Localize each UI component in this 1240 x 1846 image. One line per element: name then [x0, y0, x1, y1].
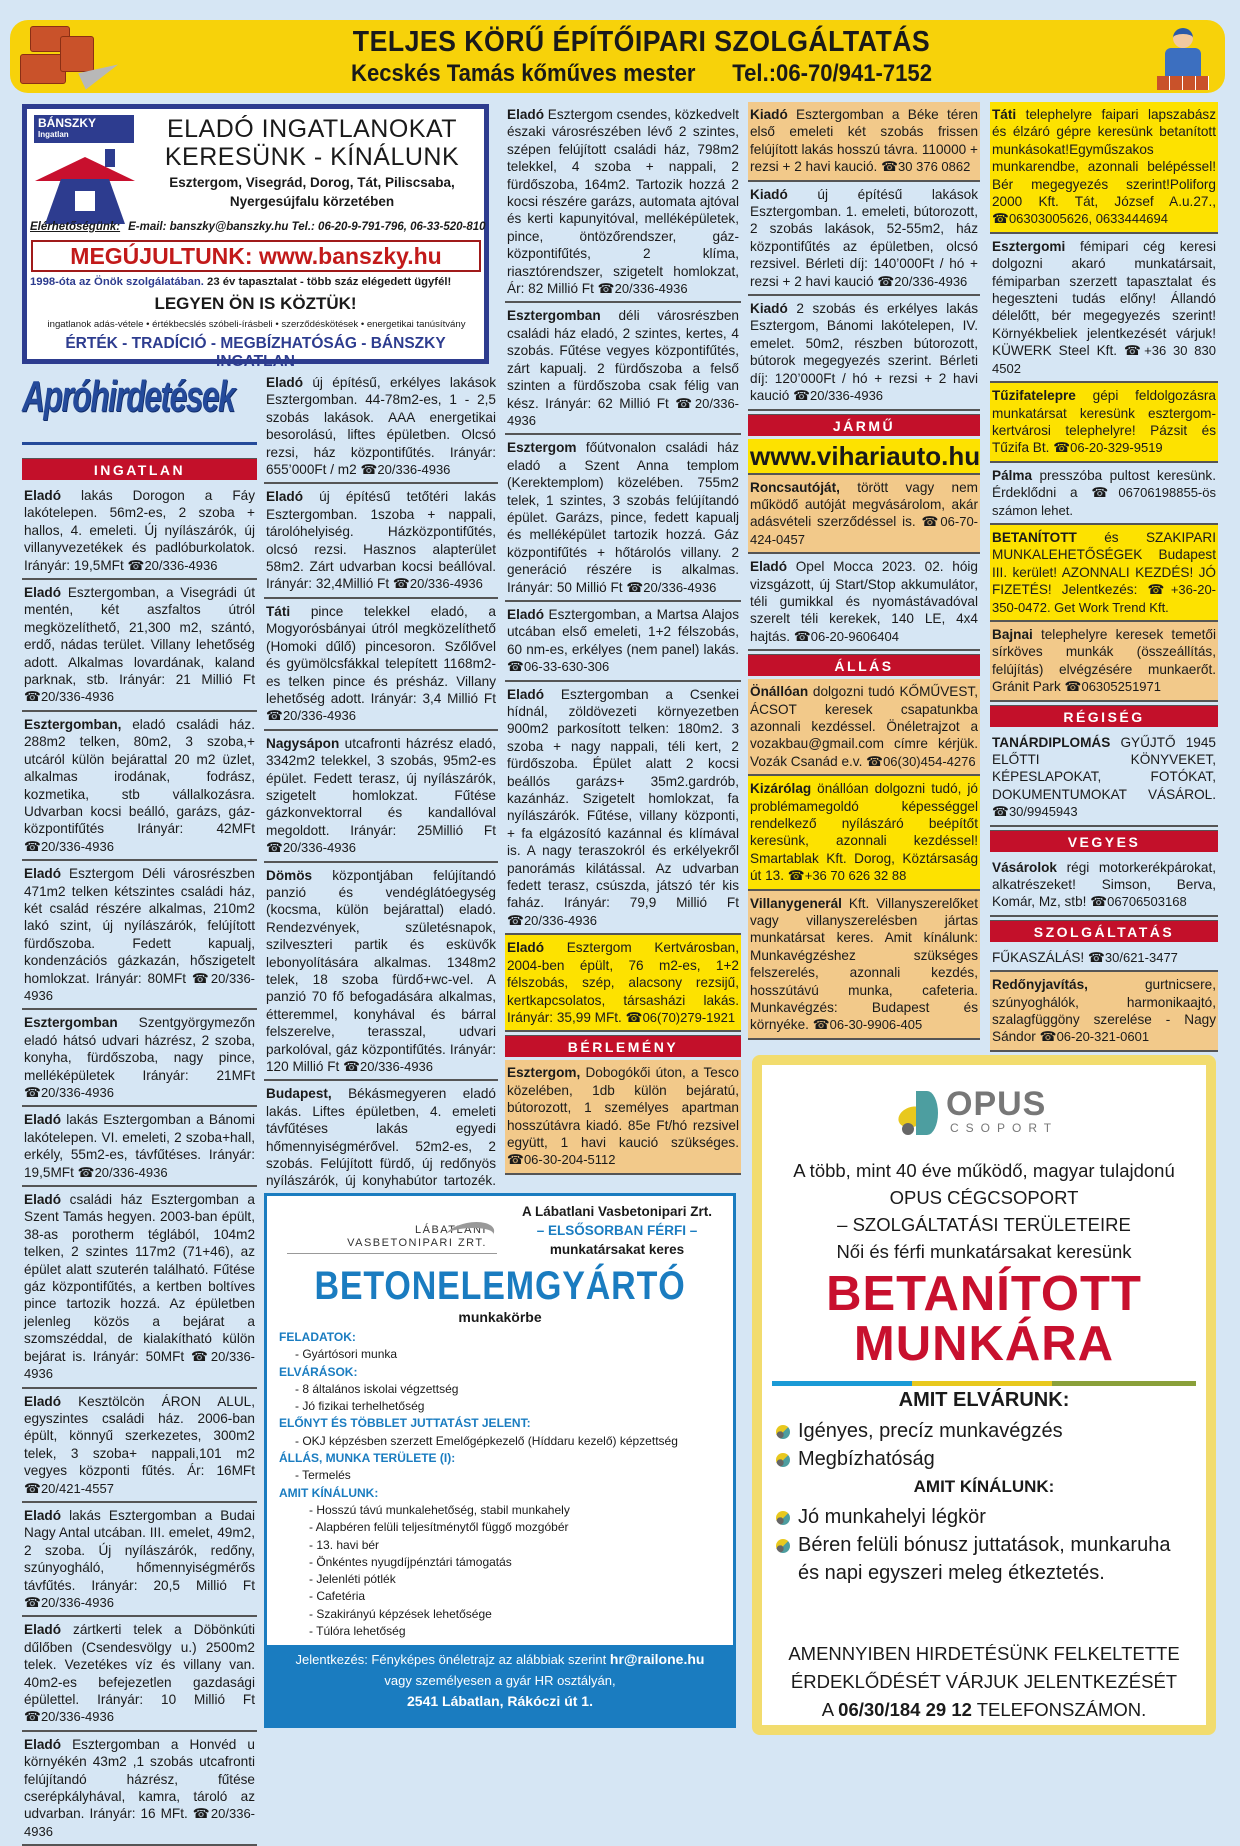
banszky-logo: BÁNSZKY Ingatlan [34, 115, 134, 143]
ad-phone: 30 376 0862 [898, 159, 971, 175]
classified-ad [990, 234, 1218, 383]
ad-phone: 06305251971 [1081, 679, 1161, 695]
phone-icon: ☎ [507, 659, 524, 675]
ad-text: főútvonalon családi ház eladó a Szent Anna templom (Kerektemplom) közelében. 755m2 telek, 1 szintes, 3 szobás felújítandó épület. Garázs, pince, fedett kapualj és melléképület tartozik hozzá. Gáz központifűtés + hőtárolós villany. 2 generáció részére is alkalmas. Irányár: 50 Millió Ft [507, 440, 739, 595]
phone-icon: ☎ [881, 159, 899, 175]
opus-expect-heading: AMIT ELVÁRUNK: [898, 1389, 1070, 1411]
ad-text: Esztergomban a Honvéd u környékén 43m2 ,1 szobás utcafronti felújítandó házrész, fűtése cserépkályhával, kamra, tároló az udvarban. Irányár: 16 MFt. [24, 1736, 255, 1822]
ad-text: 2 szobás és erkélyes lakás Esztergom, Bánomi lakótelepen, IV. emelet. 50m2, részben bútorozott, bútorok megegyezés szerint. Bérleti díj: 120’000Ft / hó + rezsi + 2 havi kaució [750, 301, 978, 404]
classified-ad [264, 863, 498, 1082]
ad-text: Esztergom csendes, közkedvelt északi városrészében lévő 2 szintes, szépen felújított családi ház, 798m2 telekkel, 4 szoba + nappali, 2 fürdőszoba, 164m2. Tartozik hozzá 2 kocsi részére garázs, automata ajtóval és kerti kapunyitóval, melléképületek, pince, öntözőrendszer, gáz-központifűtés, 2 klíma, riasztórendszer, szigetelt homlokzat, Ár: 82 Millió Ft [507, 107, 739, 297]
ad-text: eladó családi ház. 288m2 telken, 80m2, 3 szoba,+ utcáról külön bejárattal 20 m2 üzlet, alkalmas irodának, fodrász, kozmetika, stb vállalkozásra. Udvarban kocsi beálló, garázs, gáz-központifűtés Irányár: 42MFt [24, 716, 255, 837]
phone-icon: ☎ [812, 1017, 830, 1033]
opus-expect-list: Igényes, precíz munkavégzés Megbízhatóság [776, 1417, 1206, 1473]
ad-lead: Budapest, [266, 1086, 332, 1102]
classified-ad [505, 435, 741, 602]
ad-lead: Esztergomban, [24, 716, 122, 732]
phone-icon: ☎ [1124, 343, 1145, 359]
phone-icon: ☎ [877, 273, 895, 289]
classified-ad [264, 370, 498, 484]
ad-text: és SZAKIPARI MUNKALEHETŐSÉGEK Budapest III. kerület! AZONNALI KEZDÉS! JÓ FIZETÉS! Jelentkezés: [992, 529, 1216, 598]
ad-text: Esztergomban a Csenkei hídnál, zöldövezeti környezetben 900m2 parkosított telken: 180m2. 3 szoba + nagy nappali, téli kert, 2 fürdőszoba. Épület alatt 2 kocsi beállós garázs+ 35m2.gardrób, kazánház. Szigetelt homlokzat, fa nyílászárók. Fűtése, villany központi, + fa elgázosító kazánnal és klímával is. A nagy teraszokról és erkélyekről panorámás kilátással. Az udvarban fedett terasz, csúszda, játszó tér kis faház. Irányár: 79,9 Millió Ft [507, 686, 739, 911]
ad-lead: Kiadó [750, 107, 788, 122]
ad-phone: 20/336-4936 [360, 1059, 434, 1075]
column-5 [990, 102, 1218, 1052]
ad-lead: BETANÍTOTT [992, 529, 1077, 545]
column-3 [505, 102, 741, 1175]
banszky-contact: Elérhetőségünk: E-mail: banszky@banszky.hu Tel.: 06-20-9-791-796, 06-33-520-810 [30, 221, 486, 233]
ad-text: új építésű, erkélyes lakások Esztergomban. 44-78m2-es, 1 - 2,5 szobás lakások. AAA energetikai besorolású, liftes épületben. Olcsó rezsi, ház központifűtés. Irányár: 655’000Ft / m2 [266, 375, 496, 478]
ad-phone: 20/336-4936 [40, 838, 114, 854]
ad-lead: Esztergomban [507, 308, 601, 324]
ad-phone: +36 30 830 4502 [992, 343, 1216, 376]
phone-icon: ☎ [992, 804, 1009, 820]
labatlani-list-item: - Hosszú távú munkalehetőség, stabil munkahely [309, 1502, 570, 1517]
ad-phone: 20/336-4936 [409, 576, 483, 592]
ad-phone: 20/336-4936 [377, 462, 451, 478]
labatlani-block-heading: ELVÁRÁSOK: [279, 1364, 358, 1379]
section-regiseg: RÉGISÉG [990, 705, 1218, 727]
ad-text: Esztergom Kertvárosban, 2004-ben épült, 76 m2-es, 1+2 félszobás, szép, alacsony rezsijű, kertkapcsolatos, társasházi lakás. Irányár: 35,99 MFt. [507, 940, 739, 1025]
phone-icon: ☎ [266, 840, 283, 856]
ad-lead: Redőnyjavítás, [992, 977, 1088, 993]
phone-icon: ☎ [192, 1806, 211, 1822]
ad-text: FŰKASZÁLÁS! [992, 949, 1088, 965]
classified-ad [22, 1732, 257, 1846]
ad-text: lakás Esztergomban a Bánomi lakótelepen. VI. emeleti, 2 szoba+hall, erkély, 55m2-es, távfűtéses. Irányár: 19,5MFt [24, 1112, 255, 1180]
ad-lead: Tűzifatelepre [992, 388, 1076, 404]
banner-phone: Tel.:06-70/941-7152 [732, 59, 932, 87]
classified-ad [990, 463, 1218, 525]
classified-ad [22, 580, 257, 712]
phone-icon: ☎ [191, 970, 211, 986]
ad-phone: 06-20-9606404 [810, 628, 899, 644]
labatlani-position-sub: munkakörbe [458, 1309, 542, 1325]
classified-ad [748, 776, 980, 890]
ad-lead: Eladó [266, 375, 304, 390]
ad-lead: Eladó [507, 606, 545, 622]
ad-phone: 06-33-630-306 [523, 659, 610, 675]
ad-phone: 06-30-204-5112 [523, 1152, 616, 1168]
opus-bullet-icon [776, 1453, 790, 1467]
mason-worker-icon [1153, 22, 1213, 92]
classified-ad [990, 945, 1218, 972]
ad-lead: Eladó [24, 1507, 62, 1523]
classified-ad [748, 679, 980, 776]
ad-text: Opel Mocca 2023. 02. hóig vizsgázott, új Start/Stop akkumulátor, téli gumikkal és nyomástávadóval szerelt téli kerekek, 140 LE, 4x4 hajtás. [750, 559, 978, 644]
classified-ad [22, 1187, 257, 1388]
ad-phone: 20/336-4936 [40, 1594, 114, 1610]
ad-text: lakás Esztergomban a Budai Nagy Antal utcában. III. emelet, 49m2, 2 szoba. Új nyílászárók, redőny, szúnyogháló, hőmennyiségmérős távfűtés. Irányár: 20,5 Millió Ft [24, 1507, 255, 1593]
ad-phone: 06303005626, 0633444694 [1008, 211, 1168, 227]
phone-icon: ☎ [24, 1085, 41, 1100]
banner-headline: TELJES KÖRŰ ÉPÍTŐIPARI SZOLGÁLTATÁS [352, 25, 931, 58]
labatlani-job-ad [264, 1193, 736, 1728]
ad-phone: 20/336-4936 [24, 1806, 255, 1839]
banszky-title: ELADÓ INGATLANOKAT KERESÜNK - KÍNÁLUNK [164, 115, 460, 171]
ad-text: törött vagy nem működő autóját megvásárolom, akár adásvételi szerződéssel is. [750, 479, 978, 530]
ad-phone: 06-20-321-0601 [1056, 1029, 1150, 1045]
ad-phone: +36-20-350-0472. Get Work Trend Kft. [992, 582, 1217, 615]
ad-lead: Eladó [750, 559, 788, 575]
ad-text: utcafronti házrész eladó, 3342m2 telekkel, 3 szobás, 95m2-es épület. Fedett terasz, új nyílászárók, szigetelt homlokzat. Fűtése gázkonvektorral és kandallóval megoldott. Irányár: 25Millió Ft [266, 735, 496, 838]
ad-phone: 06(30)454-4276 [883, 753, 976, 769]
banszky-website-link[interactable]: MEGÚJULTUNK: www.banszky.hu [31, 240, 481, 272]
ad-lead: Eladó [507, 940, 545, 956]
opus-job-ad [752, 1055, 1216, 1735]
ad-text: presszóba pultost keresünk. Érdeklődni a [992, 467, 1216, 501]
opus-closing: AMENNYIBEN HIRDETÉSÜNK FELKELTETTE ÉRDEKLŐDÉSÉT VÁRJUK JELENTKEZÉSÉT A 06/30/184 29 12 TELEFONSZÁMON. [788, 1643, 1180, 1720]
ad-phone: 30/621-3477 [1104, 949, 1178, 965]
labatlani-list-item: - Gyártósori munka [295, 1347, 398, 1362]
phone-icon: ☎ [626, 579, 644, 595]
ad-lead: Eladó [507, 107, 545, 122]
phone-icon: ☎ [1147, 582, 1171, 598]
labatlani-list-item: - Alapbéren felüli teljesítménytől függő mozgóbér [309, 1520, 569, 1535]
classified-ad [505, 602, 741, 682]
section-ingatlan: INGATLAN [22, 458, 257, 480]
ad-phone: 20/336-4936 [24, 970, 256, 1003]
ad-phone: 20/336-4936 [894, 273, 968, 289]
classified-ad [990, 102, 1218, 234]
phone-icon: ☎ [24, 838, 41, 854]
ad-lead: Bajnai [992, 626, 1033, 642]
ad-text: GYŰJTŐ 1945 ELŐTTI KÖNYVEKET, KÉPESLAPOKAT, FOTÓKAT, DOKUMENTUMOKAT VÁSÁROL. [992, 734, 1216, 802]
phone-icon: ☎ [360, 462, 378, 478]
opus-offer-heading: AMIT KÍNÁLUNK: [913, 1477, 1055, 1496]
labatlani-block-heading: ÁLLÁS, MUNKA TERÜLETE (I): [279, 1451, 456, 1466]
ad-text: fémipari cég keresi dolgozni akaró munkatársait, fémiparban szerzett tapasztalat és hegeszteni tudás előny! Állandó délelőtt, bér megegyezés szerint! Környékbeliek jelentkezését várjuk! KÜWERK Steel Kft. [992, 238, 1216, 359]
classified-ad [22, 483, 257, 580]
house-icon [45, 179, 125, 224]
labatlani-list-item: - Szakirányú képzések lehetősége [309, 1606, 492, 1621]
ad-lead: Eladó [24, 866, 62, 882]
phone-icon: ☎ [1039, 1029, 1057, 1045]
column-4 [748, 102, 980, 1040]
ad-text: Esztergomban a Béke téren első emeleti két szobás frissen felújított lakás hosszú távra. 110000 + rezsi + 2 havi kaució. [750, 107, 978, 175]
phone-icon: ☎ [675, 395, 695, 411]
ad-phone: 20/336-4936 [40, 1085, 114, 1100]
classified-ad [748, 554, 980, 651]
ad-text: dolgozni tudó KŐMŰVEST, ÁCSOT keresek csapatunkba azonnali kezdéssel. Önéletrajzot a vozakbau@gmail.com címre kérjük. Vozák Csanád e.v. [750, 684, 978, 769]
labatlani-list-item: - Önkéntes nyugdíjpénztári támogatás [309, 1554, 512, 1569]
opus-position: BETANÍTOTT MUNKÁRA [826, 1267, 1142, 1371]
phone-icon: ☎ [921, 514, 941, 530]
ad-lead: Esztergom [507, 440, 577, 456]
classified-ad [748, 891, 980, 1040]
ad-phone: 20/336-4936 [282, 840, 356, 856]
ad-text: déli városrészben családi ház eladó, 2 szintes, kertes, 4 szobás. Fűtése vegyes központifűtés, zárt kapualj. 2 fürdőszoba a felső szinten a fürdőszoba csak félig van kész. Irányár: 62 Millió Ft [507, 308, 739, 411]
classified-ad [22, 712, 257, 861]
ad-text: pince telekkel eladó, a Mogyorósbányai útról megközelíthető (Homoki dűlő) pincesoron. Szőlővel és gyümölcsfákkal telepített 1168m2-es telken pince és présház. Villany lehetőség adott. Irányár: 3,4 Millió Ft [266, 603, 496, 706]
ad-lead: Önállóan [750, 684, 809, 700]
opus-bullet-icon [776, 1511, 790, 1525]
ad-text: önállóan dolgozni tudó, jó problémamegoldó képességgel rendelkező nyílászáró beépítőt keresünk, azonnali kezdéssel! Smartablak Kft. Dorog, Köztársaság út 13. [750, 781, 978, 884]
labatlani-list-item: - 13. havi bér [309, 1537, 380, 1552]
ad-phone: 06(70)279-1921 [642, 1009, 736, 1025]
classified-ad [505, 102, 741, 303]
ad-lead: Eladó [24, 585, 62, 601]
bricks-icon [20, 22, 130, 92]
ad-text: telephelyre keresek temetői sírköves munkák (összeállítás, felújítás) elvégzésére munkaerőt. Gránit Park [992, 626, 1216, 695]
classified-ad [990, 855, 1218, 917]
banszky-ad [22, 104, 489, 370]
ad-lead: Pálma [992, 467, 1033, 483]
labatlani-logo: LÁBATLANI VASBETONIPARI ZRT. [347, 1224, 487, 1249]
classified-ad [22, 1010, 257, 1107]
ad-lead: Eladó [24, 1192, 62, 1208]
classified-ad [748, 475, 980, 555]
phone-icon: ☎ [1090, 894, 1108, 910]
classified-ad [990, 730, 1218, 827]
ad-lead: Vásárolok [992, 859, 1057, 875]
phone-icon: ☎ [190, 1348, 211, 1364]
phone-icon: ☎ [24, 1594, 41, 1610]
opus-offer-list: Jó munkahelyi légkör Béren felüli bónusz juttatások, munkaruha és napi egyszeri meleg étkeztetés. [776, 1503, 1206, 1587]
ad-text: Kft. Villanyszerelőket vagy villanyszerelésben jártas munkatársat keres. Amit kínálunk: Munkavégzéshez szükséges felszerelés, azonnali kezdés, hosszútávú munka, cafeteria. Munkavégzés: Budapest és környéke. [750, 895, 978, 1033]
labatlani-intro: A Lábatlani Vasbetonipari Zrt. – ELSŐSORBAN FÉRFI – munkatársakat keres [521, 1204, 713, 1257]
ad-phone: 20/336-4936 [643, 579, 717, 595]
ad-phone: +36 70 626 32 88 [804, 868, 907, 884]
ad-text: régi motorkerékpárokat, alkatrészeket! Simson, Berva, Komár, Mz, stb! [992, 859, 1216, 910]
banszky-motto: ÉRTÉK - TRADÍCIÓ - MEGBÍZHATÓSÁG - BÁNSZKY INGATLAN [65, 335, 446, 370]
banner-name: Kecskés Tamás kőműves mester [351, 59, 696, 87]
opus-bullet-icon [776, 1539, 790, 1553]
ad-phone: 20/336-4936 [144, 557, 218, 573]
ad-text: telephelyre faipari lapszabász és élzáró gépre keresünk betanított munkásokat!Egyműszakos munkarendbe, azonnali belépéssel! Bér megegyezés szerint!Poliforg 2000 Kft. Tát, József A.u.27., [992, 107, 1216, 210]
section-szolgaltatas: SZOLGÁLTATÁS [990, 920, 1218, 942]
labatlani-details [279, 1329, 729, 1640]
banszky-since: 1998-óta az Önök szolgálatában. 23 év tapasztalat - több száz elégedett ügyfél! [30, 276, 452, 288]
ad-lead: Kizárólag [750, 781, 812, 797]
classified-ad [505, 303, 741, 435]
section-vegyes: VEGYES [990, 830, 1218, 852]
ad-phone: 20/336-4936 [523, 912, 597, 928]
ad-lead: Táti [266, 603, 291, 619]
phone-icon: ☎ [992, 211, 1009, 227]
classified-ad [505, 935, 741, 1032]
opus-phone: 06/30/184 29 12 [838, 1699, 972, 1720]
ad-lead: Esztergom, [507, 1065, 581, 1081]
ad-lead: Eladó [266, 489, 304, 505]
labatlani-list-item: - Jó fizikai terhelhetőség [295, 1399, 425, 1414]
labatlani-block-heading: ELŐNYT ÉS TÖBBLET JUTTATÁST JELENT: [279, 1416, 531, 1431]
labatlani-list-item: - Jelenléti pótlék [309, 1572, 396, 1587]
ad-lead: Dömös [266, 867, 313, 883]
section-allas: ÁLLÁS [748, 654, 980, 676]
house-roof-icon [35, 157, 135, 181]
phone-icon: ☎ [625, 1009, 643, 1025]
labatlani-list-item: - Termelés [295, 1468, 351, 1483]
classified-ad [264, 599, 498, 731]
phone-icon: ☎ [24, 1709, 41, 1725]
phone-icon: ☎ [597, 281, 615, 297]
ad-text: Szentgyörgymezőn eladó hátsó udvari házrész, 2 szoba, konyha, fürdőszoba, nagy pince, melléképületek Irányár: 21MFt [24, 1015, 255, 1083]
ad-text: Esztergomban, a Visegrádi út mentén, két aszfaltos útról megközelíthető, 21,300 m2, szántó, erdő, nádas terület. Villany lehetőség adott. Alkalmas lovardának, kaland parknak, stb. Irányár: 21 Millió Ft [24, 585, 255, 688]
labatlani-list-item: - Túlóra lehetőség [309, 1624, 406, 1639]
classified-ad [22, 1389, 257, 1503]
ad-lead: Roncsautóját, [750, 479, 840, 495]
classified-ad [264, 731, 498, 863]
classified-ad [22, 861, 257, 1010]
classified-ad [748, 102, 980, 182]
ad-lead: Esztergomban [24, 1015, 118, 1031]
ad-phone: 20/336-4936 [810, 388, 884, 404]
ad-phone: 20/336-4936 [282, 708, 356, 724]
ad-lead: Eladó [24, 1393, 62, 1409]
labatlani-apply-footer: Jelentkezés: Fényképes önéletrajz az alábbiak szerint hr@railone.hu vagy személyesen a gyár HR osztályán, 2541 Lábatlan, Rákóczi út 1. [267, 1645, 733, 1725]
phone-icon: ☎ [507, 1152, 524, 1168]
ad-text: családi ház Esztergomban a Szent Tamás hegyen. 2003-ban épült, 38-as porotherm téglából, 104m2 telken, 2 szintes 117m2 (71+46), az épület alatt szuterén található. Fűtése gáz központifűtés, a kertben boltíves pince tartozik hozzá. Az épületben jelenleg közös a bejárat a szomszéddal, de kialakítható külön bejárat is. Irányár: 50MFt [24, 1192, 255, 1364]
phone-icon: ☎ [793, 388, 811, 404]
opus-bullet-icon [776, 1425, 790, 1439]
phone-icon: ☎ [1087, 949, 1105, 965]
banszky-regions: Esztergom, Visegrád, Dorog, Tát, Piliscsaba, Nyergesújfalu körzetében [169, 175, 455, 209]
opus-intro: A több, mint 40 éve működő, magyar tulajdonú OPUS CÉGCSOPORT – SZOLGÁLTATÁSI TERÜLETEIRE Női és férfi munkatársakat keresünk [793, 1160, 1175, 1262]
classified-ad [990, 972, 1218, 1052]
vihariauto-link[interactable]: www.vihariauto.hu [748, 439, 980, 475]
ad-lead: Kiadó [750, 301, 788, 317]
ad-phone: 20/336-4936 [507, 395, 739, 428]
ad-phone: 20/421-4557 [40, 1480, 114, 1496]
phone-icon: ☎ [787, 868, 805, 884]
classified-ad [505, 682, 741, 936]
ad-text: új építésű lakások Esztergomban. 1. emeleti, bútorozott, 2 szobás lakások, 52-55m2, ház központifűtés az épületben, olcsó rezsivel. Bérleti díj: 140’000Ft / hó + rezsi + 2 havi kaució [750, 186, 978, 289]
labatlani-block-heading: FELADATOK: [279, 1330, 356, 1344]
phone-icon: ☎ [343, 1059, 360, 1075]
ad-phone: 06706503168 [1107, 894, 1187, 910]
column-1 [22, 455, 257, 1846]
ad-lead: Eladó [24, 1622, 62, 1638]
classified-ad [990, 383, 1218, 463]
classified-ad [990, 525, 1218, 622]
ad-lead: Villanygenerál [750, 895, 842, 911]
ad-text: Kesztölcön ÁRON ALUL, egyszintes családi ház. 2006-ban épült, könnyű szerkezetes, 300m2 telek, 3 szoba+ nappali,101 m2 vegyes központi fűtés. Ár: 16MFt [24, 1393, 255, 1479]
ad-lead: TANÁRDIPLOMÁS [992, 734, 1111, 750]
classified-ad [264, 484, 498, 598]
banszky-join: LEGYEN ÖN IS KÖZTÜK! [154, 294, 357, 313]
column-2 [264, 370, 498, 1231]
classifieds-heading: Apróhirdetések [22, 372, 235, 421]
ad-phone: 06-70-424-0457 [750, 514, 978, 547]
ad-lead: Eladó [24, 1112, 62, 1128]
heading-underline [22, 442, 257, 445]
opus-logo: OPUS CSOPORT [890, 1087, 1090, 1147]
ad-phone: 20/336-4936 [40, 1709, 114, 1725]
classified-ad [22, 1503, 257, 1617]
classified-ad [22, 1617, 257, 1731]
ad-phone: 20/336-4936 [40, 689, 114, 705]
labatlani-list-item: - OKJ képzésben szerzett Emelőgépkezelő (Híddaru kezelő) képzettség [295, 1433, 678, 1448]
labatlani-position: BETONELEMGYÁRTÓ [314, 1264, 686, 1308]
ad-text: lakás Dorogon a Fáy lakótelepen. 56m2-es, 2 szoba + hallos, 4. emeleti. Új nyílászárók, új villanyvezetékek és padlóburkolatok. Irányár: 19,5MFt [24, 488, 255, 573]
ad-lead: Eladó [24, 488, 62, 503]
labatlani-email-link[interactable]: hr@railone.hu [609, 1651, 705, 1667]
ad-phone: 20/336-4936 [24, 1348, 255, 1382]
ad-phone: 06706198855-ös számon lehet. [992, 485, 1216, 518]
classified-ad [748, 296, 980, 410]
banszky-services: ingatlanok adás-vétele • értékbecslés szóbeli-írásbeli • szerződéskötések • energetikai tanúsítvány [47, 319, 466, 330]
ad-text: Esztergom Déli városrészben 471m2 telken kétszintes családi ház, két család részére alkalmas, 210m2 lakó szint, új nyílászárók, felújított fürdőszoba. Fedett kapualj, kondenzációs gázkazán, hőszigetelt homlokzat. Irányár: 80MFt [24, 866, 255, 986]
phone-icon: ☎ [1064, 679, 1082, 695]
phone-icon: ☎ [1053, 440, 1071, 456]
phone-icon: ☎ [793, 628, 811, 644]
ad-lead: Táti [992, 107, 1017, 122]
labatlani-list-item: - 8 általános iskolai végzettség [295, 1381, 459, 1396]
section-jarmu: JÁRMŰ [748, 414, 980, 436]
phone-icon: ☎ [127, 557, 145, 573]
ad-text: gurtnicsere, szúnyoghálók, harmonikaajtó, szalagfüggöny szerelése - Nagy Sándor [992, 977, 1216, 1045]
phone-icon: ☎ [266, 708, 283, 724]
phone-icon: ☎ [24, 1480, 41, 1496]
phone-icon: ☎ [1091, 485, 1119, 501]
ad-lead: Esztergomi [992, 238, 1066, 254]
phone-icon: ☎ [77, 1164, 95, 1180]
phone-icon: ☎ [24, 689, 41, 705]
ad-text: új építésű tetőtéri lakás Esztergomban. 1szoba + nappali, tárolóhelyiség. Házközpontifűtés, olcsó rezsi. Hasznos alapterület 58m2. Zárt udvarban kocsi beállóval. Irányár: 32,4Millió Ft [266, 489, 496, 592]
classified-ad [505, 1060, 741, 1174]
ad-text: központjában felújítandó panzió és vendéglátóegység (kocsma, külön bejárattal) eladó. Rendezvények, születésnapok, szilveszteri partik és esküvők lebonyolítására alkalmas. 1348m2 telek, 18 szoba fürdő+wc-vel. A panzió 70 fő befogadására alkalmas, étteremmel, konyhával és bárral felszerelve, terasszal, udvari parkolóval, gáz központifűtés. Irányár: 120 Millió Ft [266, 867, 496, 1075]
ad-lead: Eladó [507, 686, 545, 702]
ad-phone: 20/336-4936 [94, 1164, 168, 1180]
ad-phone: 20/336-4936 [614, 281, 688, 297]
phone-icon: ☎ [507, 912, 524, 928]
phone-icon: ☎ [866, 753, 884, 769]
labatlani-list-item: - Cafetéria [309, 1589, 366, 1604]
ad-lead: Eladó [24, 1736, 62, 1752]
section-berlemeny: BÉRLEMÉNY [505, 1035, 741, 1057]
classified-ad [748, 182, 980, 296]
ad-text: Dobogókői úton, a Tesco közelében, 1db külön bejáratú, bútorozott, 1 személyes apartman hosszútávra kiadó. 85e Ft/hó rezsivel együtt, 1 havi kaució szükséges. [507, 1065, 739, 1150]
labatlani-block-heading: AMIT KÍNÁLUNK: [279, 1485, 379, 1500]
ad-text: Békásmegyeren eladó lakás. Liftes épületben, 4. emeleti távfűtéses lakás egyedi hőmennyiségmérővel. 52m2-es, 2 szobás. Felújított fürdő, új redőnyös nyílászárók, új konyhabútor tartozék. [266, 1086, 496, 1189]
ad-text: gépi feldolgozásra munkatársat keresünk esztergom-kertvárosi telephelyre! Pázsit és Tűzifa Bt. [992, 388, 1216, 456]
top-banner-ad [10, 20, 1225, 93]
ad-phone: 30/9945943 [1008, 804, 1078, 820]
color-stripe [772, 1381, 1196, 1386]
ad-lead: Kiadó [750, 186, 788, 202]
classified-ad [22, 1107, 257, 1187]
ad-text: Esztergomban, a Martsa Alajos utcában első emeleti, 1+2 félszobás, 60 nm-es, erkélyes (nem panel) lakás. [507, 606, 739, 657]
ad-phone: 06-20-329-9519 [1070, 440, 1163, 456]
ad-lead: Nagysápon [266, 735, 340, 751]
ad-phone: 06-30-9906-405 [829, 1017, 923, 1033]
classified-ad [990, 622, 1218, 702]
ad-text: zártkerti telek a Döbönkúti dűlőben (Csendesvölgy u.) 2500m2 telek. Vezetékes víz és villany van. 40m2-es befejezetlen gazdasági épülettel. Irányár: 10 Millió Ft [24, 1622, 255, 1707]
phone-icon: ☎ [392, 576, 410, 592]
